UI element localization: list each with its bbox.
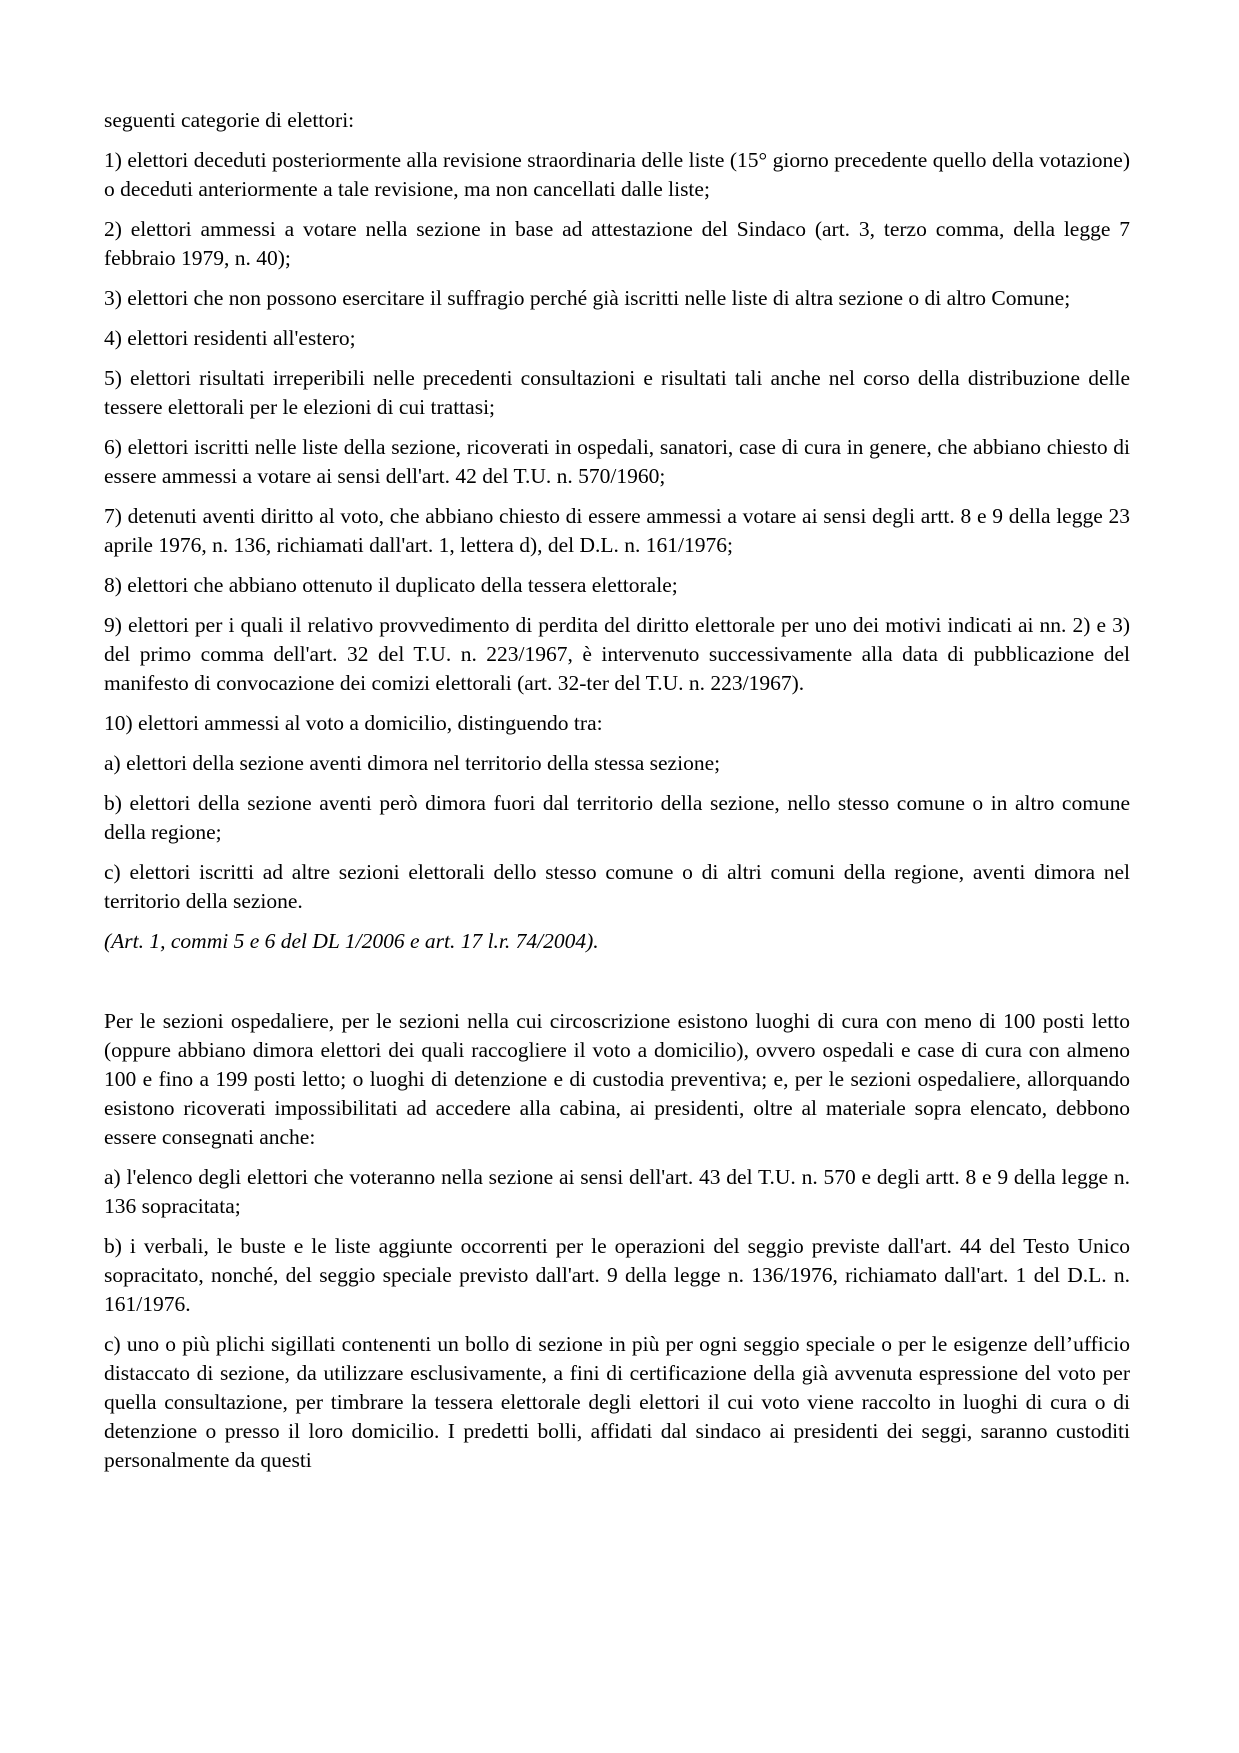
paragraph-item-9: 9) elettori per i quali il relativo provvedimento di perdita del diritto elettorale per uno dei motivi indicati ai nn. 2) e 3) del primo comma dell'art. 32 del T.U. n. 223/1967, è intervenuto successivamente alla data di pubblicazione del manifesto di convocazione dei comizi elettorali (art. 32-ter del T.U. n. 223/1967). [104,613,1130,695]
paragraph-spacer [104,967,1130,996]
document-body [104,106,1130,1486]
paragraph-item-7: 7) detenuti aventi diritto al voto, che abbiano chiesto di essere ammessi a votare ai sensi degli artt. 8 e 9 della legge 23 aprile 1976, n. 136, richiamati dall'art. 1, lettera d), del D.L. n. 161/1976; [104,504,1130,557]
paragraph-item-10a: a) elettori della sezione aventi dimora nel territorio della stessa sezione; [104,751,721,775]
paragraph-item-1: 1) elettori deceduti posteriormente alla revisione straordinaria delle liste (15° giorno precedente quello della votazione) o deceduti anteriormente a tale revisione, ma non cancellati dalle liste; [104,148,1130,201]
paragraph-legal-note: (Art. 1, commi 5 e 6 del DL 1/2006 e art. 17 l.r. 74/2004). [104,929,599,953]
paragraph-item-10: 10) elettori ammessi al voto a domicilio, distinguendo tra: [104,711,603,735]
paragraph-item-10c: c) elettori iscritti ad altre sezioni elettorali dello stesso comune o di altri comuni della regione, aventi dimora nel territorio della sezione. [104,860,1130,913]
paragraph-item-5: 5) elettori risultati irreperibili nelle precedenti consultazioni e risultati tali anche nel corso della distribuzione delle tessere elettorali per le elezioni di cui trattasi; [104,366,1130,419]
paragraph-intro: seguenti categorie di elettori: [104,108,355,132]
paragraph-item-4: 4) elettori residenti all'estero; [104,326,356,350]
paragraph-hospital-sections: Per le sezioni ospedaliere, per le sezioni nella cui circoscrizione esistono luoghi di cura con meno di 100 posti letto (oppure abbiano dimora elettori dei quali raccogliere il voto a domicilio), ovvero ospedali e case di cura con almeno 100 e fino a 199 posti letto; o luoghi di detenzione e di custodia preventiva; e, per le sezioni ospedaliere, allorquando esistono ricoverati impossibilitati ad accedere alla cabina, ai presidenti, oltre al materiale sopra elencato, debbono essere consegnati anche: [104,1009,1130,1149]
paragraph-list-c: c) uno o più plichi sigillati contenenti un bollo di sezione in più per ogni seggio speciale o per le esigenze dell’ufficio distaccato di sezione, da utilizzare esclusivamente, a fini di certificazione della già avvenuta espressione del voto per quella consultazione, per timbrare la tessera elettorale degli elettori il cui voto viene raccolto in luoghi di cura o di detenzione o presso il loro domicilio. I predetti bolli, affidati dal sindaco ai presidenti dei seggi, saranno custoditi personalmente da questi [104,1332,1130,1472]
paragraph-item-3: 3) elettori che non possono esercitare il suffragio perché già iscritti nelle liste di altra sezione o di altro Comune; [104,286,1071,310]
paragraph-list-a: a) l'elenco degli elettori che voteranno nella sezione ai sensi dell'art. 43 del T.U. n. 570 e degli artt. 8 e 9 della legge n. 136 sopracitata; [104,1165,1130,1218]
paragraph-item-6: 6) elettori iscritti nelle liste della sezione, ricoverati in ospedali, sanatori, case di cura in genere, che abbiano chiesto di essere ammessi a votare ai sensi dell'art. 42 del T.U. n. 570/1960; [104,435,1130,488]
paragraph-item-2: 2) elettori ammessi a votare nella sezione in base ad attestazione del Sindaco (art. 3, terzo comma, della legge 7 febbraio 1979, n. 40); [104,217,1130,270]
paragraph-item-10b: b) elettori della sezione aventi però dimora fuori dal territorio della sezione, nello stesso comune o in altro comune della regione; [104,791,1130,844]
paragraph-list-b: b) i verbali, le buste e le liste aggiunte occorrenti per le operazioni del seggio previste dall'art. 44 del Testo Unico sopracitato, nonché, del seggio speciale previsto dall'art. 9 della legge n. 136/1976, richiamato dall'art. 1 del D.L. n. 161/1976. [104,1234,1130,1316]
paragraph-item-8: 8) elettori che abbiano ottenuto il duplicato della tessera elettorale; [104,573,678,597]
